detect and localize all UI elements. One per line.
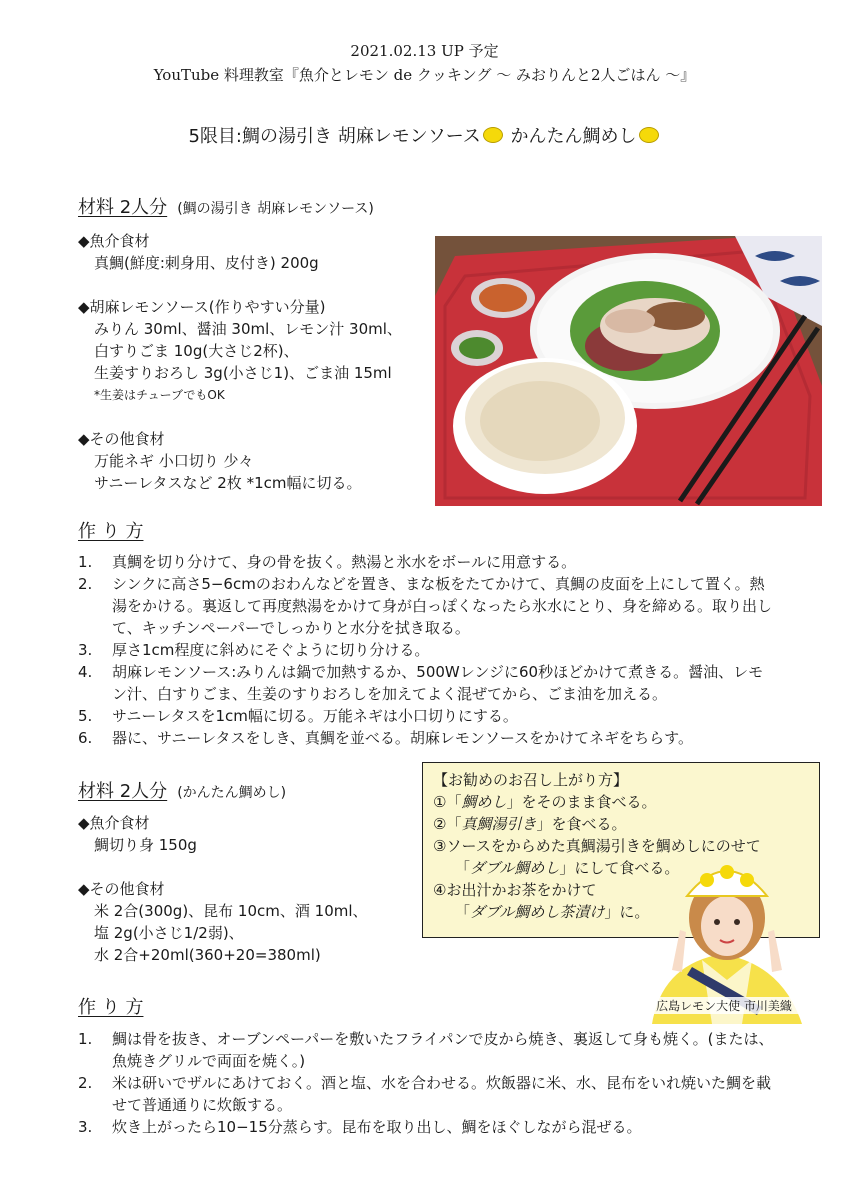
- method-title: 作 り 方: [78, 521, 144, 542]
- lesson-title-part1: 5限目:鯛の湯引き 胡麻レモンソース: [188, 126, 481, 147]
- ingredient-item: サニーレタスなど 2枚 *1cm幅に切る。: [94, 474, 362, 492]
- dish-photo: [435, 236, 822, 506]
- ingredient-group-heading: ◆魚介食材: [78, 232, 150, 250]
- step-number: 6.: [78, 729, 93, 747]
- method-step: [78, 573, 778, 639]
- ingredients-subtitle: (かんたん鯛めし): [177, 785, 287, 801]
- ingredient-group-heading: ◆胡麻レモンソース(作りやすい分量): [78, 298, 326, 316]
- method-step: [78, 639, 778, 661]
- release-date: 2021.02.13 UP 予定: [350, 42, 499, 60]
- method-step: [78, 661, 778, 705]
- ingredient-item: 米 2合(300g)、昆布 10cm、酒 10ml、: [94, 902, 368, 920]
- step-text: 器に、サニーレタスをしき、真鯛を並べる。胡麻レモンソースをかけてネギをちらす。: [112, 729, 693, 747]
- ingredients-list-2: [78, 812, 418, 966]
- method-heading-2: [78, 993, 143, 1019]
- ingredients-title: 材料 2人分: [78, 197, 168, 218]
- ingredient-item: 白すりごま 10g(大さじ2杯)、: [94, 342, 299, 360]
- step-number: 4.: [78, 663, 93, 681]
- tip-line: ④お出汁かお茶をかけて: [433, 881, 597, 899]
- step-text: 胡麻レモンソース:みりんは鍋で加熱するか、500Wレンジに60秒ほどかけて煮きる。醤油、レモン汁、白すりごま、生姜のすりおろしを加えてよく混ぜてから、ごま油を加える。: [112, 663, 764, 703]
- step-number: 2.: [78, 575, 93, 593]
- spacer: [78, 274, 438, 296]
- ingredient-item: 万能ネギ 小口切り 少々: [94, 452, 254, 470]
- step-text: 鯛は骨を抜き、オーブンペーパーを敷いたフライパンで皮から焼き、裏返して身も焼く。(または、魚焼きグリルで両面を焼く。): [112, 1030, 774, 1070]
- step-text: 米は研いでザルにあけておく。酒と塩、水を合わせる。炊飯器に米、水、昆布をいれ焼いた鯛を載せて普通通りに炊飯する。: [112, 1074, 771, 1114]
- ingredients-list-1: [78, 230, 438, 494]
- step-text: シンクに高さ5−6cmのおわんなどを置き、まな板をたてかけて、真鯛の皮面を上にして置く。熱湯をかける。裏返して再度熱湯をかけて身が白っぽくなったら氷水にとり、身を締める。取り出して、キッチンペーパーでしっかりと水分を拭き取る。: [112, 575, 773, 637]
- ingredient-item: 鯛切り身 150g: [94, 836, 197, 854]
- step-number: 1.: [78, 1030, 93, 1048]
- method-step: [78, 727, 778, 749]
- ingredients-heading-1: [78, 193, 374, 219]
- tip-line: ②「真鯛湯引き」を食べる。: [433, 815, 627, 833]
- method-step: [78, 1116, 778, 1138]
- ingredient-item: 水 2合+20ml(360+20=380ml): [94, 946, 321, 964]
- step-text: 炊き上がったら10−15分蒸らす。昆布を取り出し、鯛をほぐしながら混ぜる。: [112, 1118, 642, 1136]
- method-heading-1: [78, 517, 143, 543]
- ingredient-item: 生姜すりおろし 3g(小さじ1)、ごま油 15ml: [94, 364, 392, 382]
- method-steps-2: [78, 1028, 778, 1138]
- step-number: 1.: [78, 553, 93, 571]
- ingredient-note: *生姜はチューブでもOK: [94, 388, 225, 402]
- method-step: [78, 705, 778, 727]
- method-step: [78, 551, 778, 573]
- ingredient-item: 塩 2g(小さじ1/2弱)、: [94, 924, 244, 942]
- tip-line: 「ダブル鯛めし茶漬け」に。: [455, 903, 650, 921]
- step-text: 真鯛を切り分けて、身の骨を抜く。熱湯と氷水をボールに用意する。: [112, 553, 577, 571]
- step-number: 2.: [78, 1074, 93, 1092]
- method-step: [78, 1072, 778, 1116]
- step-number: 5.: [78, 707, 93, 725]
- ingredient-group-heading: ◆その他食材: [78, 430, 165, 448]
- ambassador-caption: 広島レモン大使 市川美織: [628, 997, 820, 1014]
- step-number: 3.: [78, 641, 93, 659]
- tips-title: 【お勧めのお召し上がり方】: [433, 771, 629, 789]
- spacer: [78, 406, 438, 428]
- step-text: 厚さ1cm程度に斜めにそぐように切り分ける。: [112, 641, 430, 659]
- step-text: サニーレタスを1cm幅に切る。万能ネギは小口切りにする。: [112, 707, 518, 725]
- tip-line: ①「鯛めし」をそのまま食べる。: [433, 793, 657, 811]
- ingredient-group-heading: ◆その他食材: [78, 880, 165, 898]
- method-step: [78, 1028, 778, 1072]
- ingredients-title: 材料 2人分: [78, 781, 168, 802]
- ingredients-heading-2: [78, 777, 286, 803]
- series-title: YouTube 料理教室『魚介とレモン de クッキング ～ みおりんと2人ごはん ～』: [153, 66, 696, 84]
- ingredient-item: 真鯛(鮮度:刺身用、皮付き) 200g: [94, 254, 319, 272]
- lemon-icon: [483, 127, 503, 143]
- step-number: 3.: [78, 1118, 93, 1136]
- ingredients-subtitle: (鯛の湯引き 胡麻レモンソース): [177, 201, 374, 217]
- ingredient-item: みりん 30ml、醤油 30ml、レモン汁 30ml、: [94, 320, 402, 338]
- lesson-title-part2: かんたん鯛めし: [510, 126, 637, 147]
- ingredient-group-heading: ◆魚介食材: [78, 814, 150, 832]
- lesson-title: [0, 122, 849, 148]
- tip-line: ③ソースをからめた真鯛湯引きを鯛めしにのせて: [433, 837, 761, 855]
- lemon-icon: [639, 127, 659, 143]
- spacer: [78, 856, 418, 878]
- method-steps-1: [78, 551, 778, 749]
- tip-line: 「ダブル鯛めし」にして食べる。: [455, 859, 680, 877]
- method-title: 作 り 方: [78, 997, 144, 1018]
